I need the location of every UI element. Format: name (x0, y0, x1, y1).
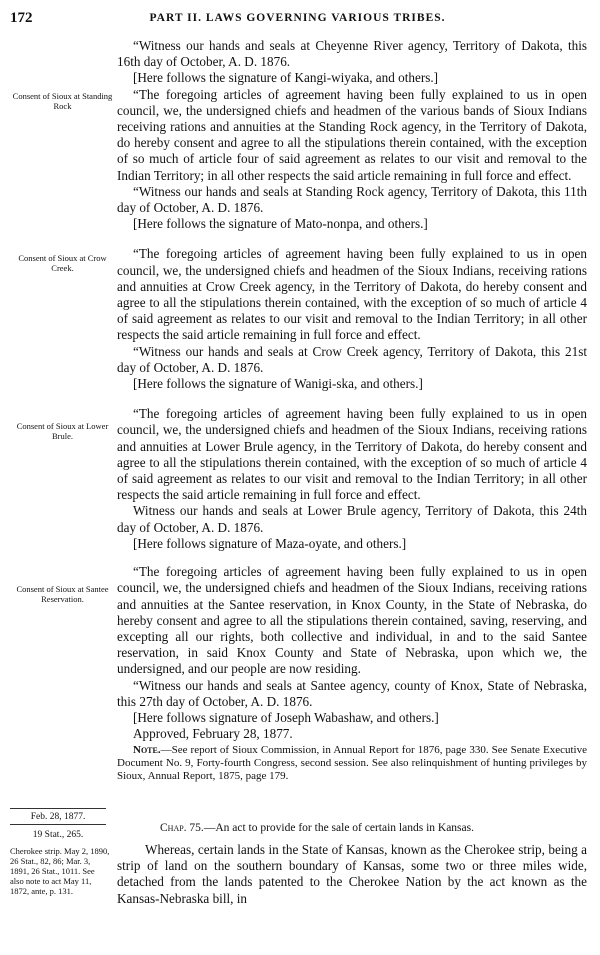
section-divider (10, 824, 106, 825)
footnote-label: Note. (133, 744, 161, 757)
chapter-title: —An act to provide for the sale of certain lands in Kansas. (203, 822, 474, 834)
paragraph: Whereas, certain lands in the State of Kansas, known as the Cherokee strip, being a strip of land on the southern boundary of Kansas, some two or three miles wide, detached from the lands patented to the Cherokee Nation by the act known as the Kansas-Nebraska bill, in (117, 842, 587, 906)
chapter-date: Feb. 28, 1877. (30, 812, 86, 822)
paragraph: “The foregoing articles of agreement having been fully explained to us in open council, we, the undersigned chiefs and headmen of the various bands of Sioux Indians receiving rations and annuities at the Standing Rock agency, in the Territory of Dakota, do hereby consent and agree to all the stipulations therein contained, with the exception of so much of article four of said agreement as relates to our visit and removal to the Indian Territory; in all other respects the said article remaining in full force and effect. (117, 86, 587, 183)
margin-note-lower-brule: Consent of Sioux at Lower Brule. (16, 421, 109, 441)
paragraph: “Witness our hands and seals at Standing Rock agency, Territory of Dakota, this 11th day of October, A. D. 1876. (117, 183, 587, 216)
paragraph: “Witness our hands and seals at Crow Creek agency, Territory of Dakota, this 21st day of October, A. D. 1876. (117, 343, 587, 375)
main-text (117, 38, 587, 783)
margin-note-santee: Consent of Sioux at Santee Reservation. (16, 584, 109, 604)
chapter-stat: 19 Stat., 265. (32, 830, 84, 840)
chapter-heading (160, 822, 474, 834)
margin-note-crow-creek: Consent of Sioux at Crow Creek. (18, 253, 107, 273)
signature-line: [Here follows the signature of Kangi-wiyaka, and others.] (133, 70, 439, 86)
paragraph: “The foregoing articles of agreement having been fully explained to us in open council, we, the undersigned chiefs and headmen of the Sioux Indians, receiving rations and annuities at Crow Creek agency, in the Territory of Dakota, do hereby consent and agree to all the stipulations therein contained, with the exception of so much of article 4 of said agreement as relates to our visit and removal to the Indian Territory; in all other respects the said article remaining in full force and effect. (117, 246, 587, 343)
paragraph: “The foregoing articles of agreement having been fully explained to us in open council, we, the undersigned chiefs and headmen of the Sioux Indians, receiving rations and annuities at the Santee reservation, in Knox County, in the State of Nebraska, do hereby consent and agree to all the stipulations therein contained, saving, reserving, and excepting all our rights, both collective and individual, in and to the said Santee reservation, in said Knox County and State of Nebraska, upon which we, the undersigned, and our people are now residing. (117, 564, 587, 677)
signature-line: [Here follows signature of Maza-oyate, and others.] (133, 535, 407, 551)
margin-note-cherokee-strip: Cherokee strip. May 2, 1890, 26 Stat., 82, 86; Mar. 3, 1891, 26 Stat., 1011. See also note to act May 11, 1872, ante, p. 131. (10, 846, 110, 896)
signature-line: [Here follows the signature of Mato-nonpa, and others.] (133, 216, 428, 232)
paragraph: “The foregoing articles of agreement having been fully explained to us in open council, we, the undersigned chiefs and headmen of the Sioux Indians, receiving rations and annuities at Lower Brule agency, in the Territory of Dakota, do hereby consent and agree to all the stipulations therein contained, with the exception of so much of article 4 of said agreement as relates to our visit and removal to the Indian Territory; in all other respects the said article remaining in full force and effect. (117, 406, 587, 503)
signature-line: [Here follows signature of Joseph Wabashaw, and others.] (133, 709, 439, 725)
paragraph: “Witness our hands and seals at Cheyenne River agency, Territory of Dakota, this 16th day of October, A. D. 1876. (117, 38, 587, 70)
paragraph: “Witness our hands and seals at Santee agency, county of Knox, State of Nebraska, this 27th day of October, A. D. 1876. (117, 677, 587, 709)
chapter-label: Chap. 75. (160, 822, 204, 834)
page-header (10, 10, 585, 32)
approval-line: Approved, February 28, 1877. (133, 726, 293, 742)
footnote-text: —See report of Sioux Commission, in Annual Report for 1876, page 330. See Senate Executive Document No. 9, Forty-fourth Congress, second session. See also relinquishment of hunting privileges by Sioux, Annual Report, 1875, page 179. (117, 744, 587, 783)
margin-note-standing-rock: Consent of Sioux at Standing Rock (12, 91, 113, 111)
section-divider (10, 808, 106, 809)
chapter-text (117, 842, 587, 907)
signature-line: [Here follows the signature of Wanigi-ska, and others.] (133, 376, 423, 392)
paragraph: Witness our hands and seals at Lower Brule agency, Territory of Dakota, this 24th day of October, A. D. 1876. (117, 503, 587, 535)
footnote (117, 744, 587, 783)
running-head: PART II. LAWS GOVERNING VARIOUS TRIBES. (149, 12, 446, 24)
page-number: 172 (10, 10, 33, 26)
